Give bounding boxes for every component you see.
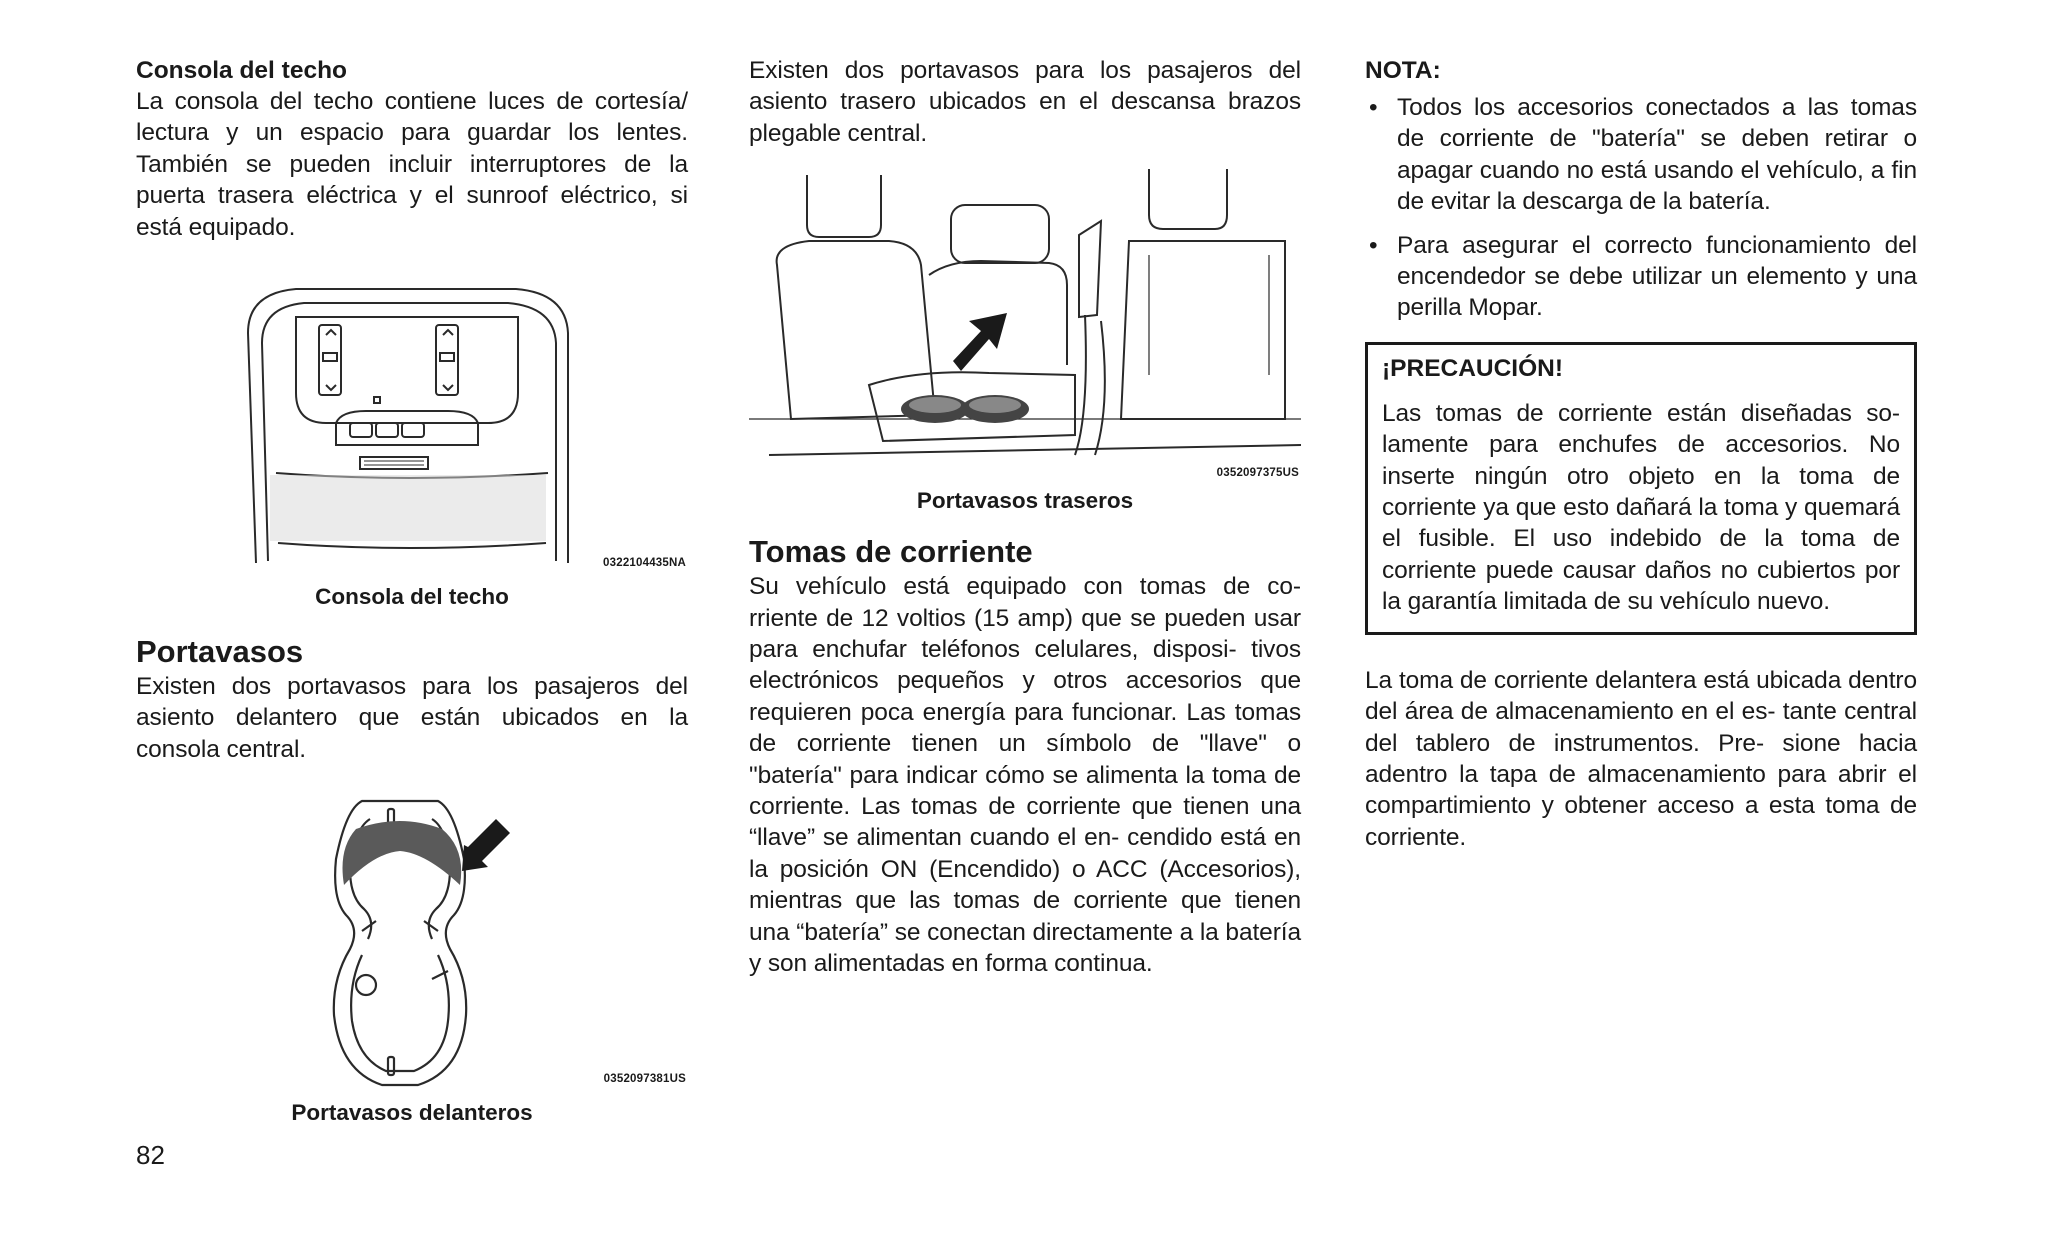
front-cupholders-caption: Portavasos delanteros xyxy=(291,1100,533,1126)
figure-code-console: 0322104435NA xyxy=(603,557,686,570)
cupholders-heading: Portavasos xyxy=(136,634,304,670)
front-outlet-paragraph: La toma de corriente delantera está ubicada dentro del área de almacenamiento en el es- tante central del tablero de instrumentos. Pre- sione hacia adentro la tapa de almacenamiento para abrir el compartimiento y obtener acceso a esta toma de corriente. xyxy=(1365,666,1917,851)
overhead-console-illustration xyxy=(136,273,688,573)
column-middle xyxy=(749,55,1301,980)
bullet-glyph: • xyxy=(1369,94,1378,121)
note-list xyxy=(1365,92,1917,324)
console-caption: Consola del techo xyxy=(315,584,509,610)
caution-paragraph: Las tomas de corriente están diseñadas so- lamente para enchufes de accesorios. No inserte ningún otro objeto en la toma de corriente ya que esto dañará la toma y quemará el fusible. El uso indebido de la toma de corriente puede causar daños no cubiertos por la garantía limitada de su vehículo nuevo. xyxy=(1382,399,1900,616)
console-heading: Consola del techo xyxy=(136,57,348,84)
outlets-paragraph: Su vehículo está equipado con tomas de co- rriente de 12 voltios (15 amp) que se pueden usar para enchufar teléfonos celulares, disposi- tivos electrónicos pequeños y otros accesorios que requieren poca energía para funcionar. Las tomas de corriente tienen un símbolo de "llave" o "batería" para indicar cómo se alimenta la toma de corriente. Las tomas de corriente que tienen una “llave” se alimentan cuando el en- cendido está en la posición ON (Encendido) o ACC (Accesorios), mientras que las tomas de corriente que tienen una “batería” se conectan directamente a la batería y son alimentadas en forma continua. xyxy=(749,573,1301,978)
caution-box xyxy=(1365,342,1917,635)
note-item-text: Todos los accesorios conectados a las tomas de corriente de "batería" se deben retirar o apagar cuando no está usando el vehículo, a fin de evitar la descarga de la batería. xyxy=(1397,94,1917,216)
bullet-glyph: • xyxy=(1369,231,1378,259)
figure-code-rear: 0352097375US xyxy=(1216,467,1299,480)
front-cupholders-illustration xyxy=(136,789,688,1089)
column-right xyxy=(1365,55,1917,853)
note-item-text: Para asegurar el correcto funcionamiento del encendedor se debe utilizar un elemento y una perilla Mopar. xyxy=(1397,231,1917,322)
cupholders-paragraph: Existen dos portavasos para los pasajeros del asiento delantero que están ubicados en la consola central. xyxy=(136,673,688,763)
rear-cupholders-illustration xyxy=(749,165,1301,483)
console-paragraph: La consola del techo contiene luces de cortesía/ lectura y un espacio para guardar los lentes. También se pueden incluir interruptores de la puerta trasera eléctrica y el sunroof eléctrico, si está equipado. xyxy=(136,88,688,241)
rear-cupholders-figure xyxy=(749,165,1301,483)
page-number: 82 xyxy=(136,1140,165,1170)
note-item xyxy=(1365,230,1917,324)
rear-cupholders-caption: Portavasos traseros xyxy=(916,488,1134,514)
column-left xyxy=(136,55,688,1127)
note-item xyxy=(1365,92,1917,218)
overhead-console-figure xyxy=(136,273,688,573)
outlets-heading: Tomas de corriente xyxy=(749,534,1033,570)
front-cupholders-figure xyxy=(136,789,688,1089)
rear-cupholders-paragraph: Existen dos portavasos para los pasajeros del asiento trasero ubicados en el descansa brazos plegable central. xyxy=(749,57,1301,147)
caution-heading: ¡PRECAUCIÓN! xyxy=(1382,354,1564,382)
note-heading: NOTA: xyxy=(1365,57,1441,84)
figure-code-front: 0352097381US xyxy=(603,1073,686,1086)
